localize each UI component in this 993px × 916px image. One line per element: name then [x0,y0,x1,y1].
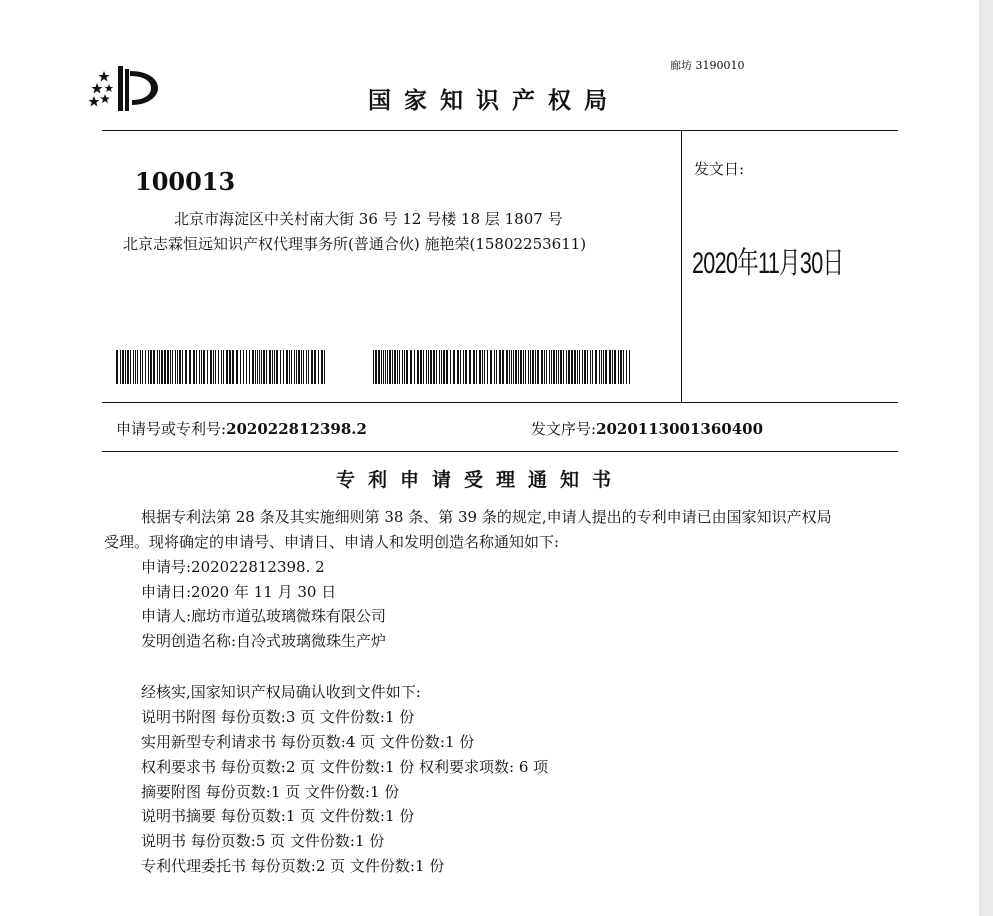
barcode-bar [210,350,212,384]
barcode-bar [623,350,624,384]
barcode-bar [259,350,260,384]
document-item: 实用新型专利请求书 每份页数:4 页 文件份数:1 份 [141,733,475,751]
barcode-bar [314,350,316,384]
barcode-bar [272,350,273,384]
star-icon [100,94,110,103]
barcode-bar [518,350,519,384]
recipient-agency: 北京志霖恒远知识产权代理事务所(普通合伙) 施艳荣(15802253611) [123,235,587,253]
barcode-bar [387,350,388,384]
barcode-bar [148,350,149,384]
page-edge [979,0,993,916]
barcode-bar [130,350,131,384]
barcode-bar [535,350,536,384]
barcode-bar [383,350,384,384]
document-item: 说明书 每份页数:5 页 文件份数:1 份 [141,832,385,850]
barcode-bar [541,350,543,384]
barcode-bar [404,350,405,384]
star-icon [105,84,113,92]
intro-line-1: 根据专利法第 28 条及其实施细则第 38 条、第 39 条的规定,申请人提出的专利申请已由国家知识产权局 [141,508,832,526]
barcode-bar [291,350,292,384]
barcode-bar [257,350,258,384]
barcode-bar [311,350,313,384]
serial-number-value: 2020113001360400 [596,420,764,438]
barcode-bar [626,350,627,384]
barcode-bar [460,350,461,384]
barcode-bar [389,350,391,384]
barcode-bar [375,350,377,384]
barcode-bar [207,350,208,384]
barcode-bar [199,350,200,384]
barcode-bar [177,350,178,384]
barcode-bar [263,350,265,384]
barcode-bar [306,350,307,384]
barcode-bar [590,350,591,384]
reference-code: 廊坊 3190010 [670,59,745,72]
barcode-bar [511,350,512,384]
star-icon [92,83,103,94]
barcode-bar [298,350,300,384]
barcode-bar [599,350,600,384]
barcode-bar [612,350,613,384]
barcode-bar [266,350,267,384]
barcode-bar [577,350,578,384]
barcode-bar [196,350,197,384]
barcode-bar [236,350,238,384]
barcode-bar [528,350,529,384]
recipient-address: 北京市海淀区中关村南大街 36 号 12 号楼 18 层 1807 号 [174,210,563,228]
barcode-bar [430,350,432,384]
intro-line-2: 受理。现将确定的申请号、申请日、申请人和发明创造名称通知如下: [104,533,560,551]
barcode-bar [157,350,158,384]
barcode-bar [140,350,141,384]
barcode-bar [439,350,440,384]
barcode-bar [506,350,508,384]
barcode-bar [201,350,202,384]
barcode-bar [496,350,497,384]
barcode-bar [465,350,467,384]
document-item: 权利要求书 每份页数:2 页 文件份数:1 份 权利要求项数: 6 项 [141,758,549,776]
barcode-bar [417,350,419,384]
barcode-bar [523,350,524,384]
barcode-bar [249,350,250,384]
barcode-bar [428,350,429,384]
barcode-bar [463,350,464,384]
barcode-bar [487,350,488,384]
barcode-bar [579,350,580,384]
barcode-bar [294,350,295,384]
serial-number-row [531,418,763,439]
barcode-bar [560,350,562,384]
barcode-bar [289,350,290,384]
barcode-bar [587,350,588,384]
barcode-bar [172,350,173,384]
barcode [116,350,328,384]
field-application-date: 申请日:2020 年 11 月 30 日 [141,583,337,601]
barcode-bar [556,350,557,384]
barcode-bar [414,350,415,384]
barcode-bar [223,350,224,384]
barcode-bar [513,350,514,384]
barcode-bar [482,350,483,384]
barcode-bar [324,350,325,384]
barcode-bar [120,350,121,384]
barcode-bar [520,350,522,384]
barcode-bar [584,350,586,384]
barcode-bar [226,350,228,384]
barcode-bar [280,350,281,384]
barcode-bar [269,350,271,384]
barcode-bar [605,350,607,384]
barcode-bar [426,350,427,384]
barcode-bar [450,350,451,384]
barcode-bar [473,350,475,384]
application-number-row [116,418,367,439]
star-icon [89,96,100,107]
barcode-bar [243,350,244,384]
reference-divider [102,451,898,452]
barcode-bar [582,350,583,384]
barcode-bar [502,350,504,384]
barcode-bar [252,350,254,384]
barcode-bar [193,350,195,384]
barcode-bar [592,350,593,384]
barcode-bar [385,350,386,384]
document-title: 专利申请受理通知书 [336,469,625,491]
barcode-bar [558,350,559,384]
barcode-bar [433,350,435,384]
barcode-bar [301,350,302,384]
barcode-bar [479,350,481,384]
barcode-bar [515,350,517,384]
document-item: 专利代理委托书 每份页数:2 页 文件份数:1 份 [141,857,445,875]
barcode-bar [441,350,442,384]
barcode-bar [392,350,393,384]
barcode-bar [229,350,231,384]
barcode-bar [255,350,256,384]
received-intro: 经核实,国家知识产权局确认收到文件如下: [141,683,421,701]
barcode-bar [525,350,526,384]
barcode-bar [563,350,564,384]
barcode-bar [308,350,309,384]
barcode-bar [189,350,191,384]
barcode-bar [453,350,455,384]
application-number-label: 申请号或专利号: [116,420,227,438]
barcode-bar [142,350,143,384]
barcode-bar [397,350,398,384]
column-divider [681,130,682,402]
barcode-bar [406,350,408,384]
barcode-bar [127,350,129,384]
barcode-bar [274,350,275,384]
barcode-bar [161,350,163,384]
barcode-bar [601,350,602,384]
barcode-bar [618,350,619,384]
barcode-bar [544,350,545,384]
barcode-bar [221,350,222,384]
barcode-bar [568,350,570,384]
barcode-bar [476,350,477,384]
barcode-bar [135,350,136,384]
barcode-bar [215,350,216,384]
barcode-bar [436,350,437,384]
barcode-bar [494,350,495,384]
barcode-bar [402,350,403,384]
barcode-bar [125,350,126,384]
barcode-bar [164,350,166,384]
star-icon [99,71,110,82]
barcode-bar [484,350,485,384]
barcode-bar [303,350,304,384]
barcode-bar [145,350,146,384]
cnipa-logo [88,63,160,113]
barcode-bar [420,350,422,384]
barcode-bar [603,350,604,384]
barcode-bar [179,350,181,384]
barcode-bar [499,350,501,384]
barcode-bar [203,350,205,384]
barcode-bar [574,350,576,384]
field-applicant: 申请人:廊坊市道弘玻璃微珠有限公司 [141,607,387,625]
issue-date-label: 发文日: [694,160,745,178]
header-divider [102,130,898,131]
barcode-bar [530,350,531,384]
barcode-bar [167,350,169,384]
barcode-bar [553,350,555,384]
barcode-bar [537,350,539,384]
barcode-bar [296,350,297,384]
barcode-bar [551,350,552,384]
issue-date: 2020年11月30日 [692,247,844,280]
document-item: 摘要附图 每份页数:1 页 文件份数:1 份 [141,783,400,801]
barcode-bar [614,350,616,384]
barcode [373,350,631,384]
barcode-bar [509,350,510,384]
barcode-bar [423,350,424,384]
barcode-bar [373,350,374,384]
barcode-bar [185,350,187,384]
barcode-bar [246,350,247,384]
barcode-bar [170,350,171,384]
field-application-number: 申请号:202022812398. 2 [141,558,325,576]
barcode-bar [446,350,448,384]
barcode-bar [318,350,319,384]
barcode-bar [410,350,412,384]
barcode-bar [595,350,597,384]
barcode-bar [276,350,278,384]
barcode-bar [137,350,138,384]
barcode-bar [240,350,241,384]
barcode-bar [394,350,396,384]
barcode-bar [213,350,214,384]
barcode-bar [566,350,567,384]
barcode-bar [182,350,183,384]
box-bottom-divider [102,402,898,403]
barcode-bar [232,350,234,384]
barcode-bar [609,350,611,384]
serial-number-label: 发文序号: [531,420,597,438]
barcode-bar [457,350,459,384]
barcode-bar [122,350,124,384]
document-item: 说明书附图 每份页数:3 页 文件份数:1 份 [141,708,415,726]
barcode-bar [620,350,622,384]
postcode: 100013 [135,167,236,196]
barcode-bar [571,350,573,384]
barcode-bar [261,350,262,384]
application-number-value: 202022812398.2 [226,420,367,438]
barcode-bar [159,350,160,384]
barcode-bar [378,350,380,384]
barcode-bar [546,350,547,384]
barcode-bar [629,350,630,384]
barcode-bar [469,350,471,384]
barcode-bar [133,350,134,384]
barcode-bar [150,350,152,384]
barcode-bar [218,350,219,384]
barcode-bar [283,350,284,384]
barcode-bar [153,350,155,384]
document-item: 说明书摘要 每份页数:1 页 文件份数:1 份 [141,807,415,825]
barcode-bar [286,350,288,384]
office-name: 国家知识产权局 [368,88,620,114]
barcode-bar [175,350,176,384]
barcode-bar [399,350,400,384]
barcode-bar [490,350,492,384]
barcode-bar [532,350,534,384]
barcode-bar [116,350,118,384]
barcode-bar [443,350,445,384]
field-invention-title: 发明创造名称:自冷式玻璃微珠生产炉 [141,632,387,650]
barcode-bar [381,350,382,384]
barcode-bar [549,350,550,384]
barcode-bar [321,350,323,384]
